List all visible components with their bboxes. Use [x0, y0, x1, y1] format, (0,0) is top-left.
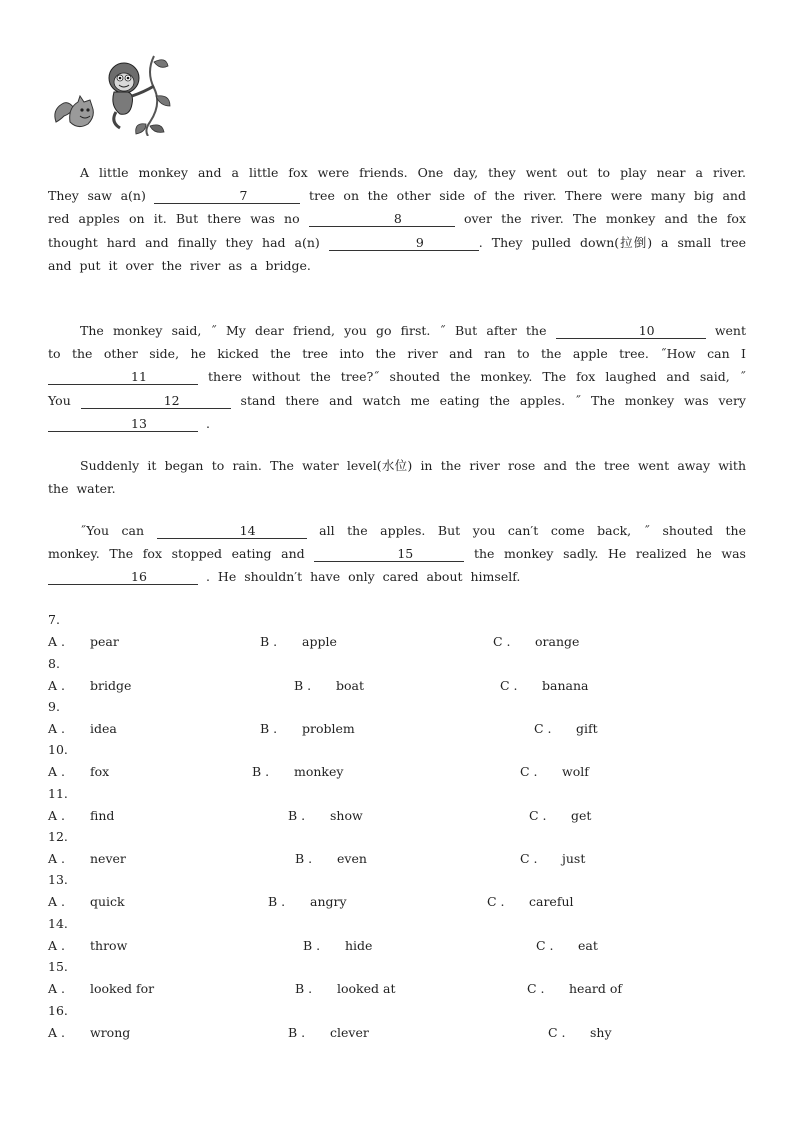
question-number: 15.	[48, 959, 68, 974]
option-b[interactable]: B . hide	[303, 938, 373, 953]
option-c[interactable]: C . careful	[487, 894, 574, 909]
blank-15[interactable]: 15	[314, 547, 464, 562]
option-c[interactable]: C . orange	[493, 634, 580, 649]
option-b[interactable]: B . clever	[288, 1025, 369, 1040]
passage-text: went to the other side, he kicked the tree into the river and ran to the apple tree. ˝How can I	[48, 323, 746, 362]
option-a[interactable]: A . pear	[48, 634, 119, 649]
option-a[interactable]: A . bridge	[48, 678, 132, 693]
option-b[interactable]: B . monkey	[252, 764, 344, 779]
blank-8[interactable]: 8	[309, 212, 455, 227]
passage-paragraph-3	[48, 454, 746, 500]
option-b[interactable]: B . even	[295, 851, 367, 866]
question-number: 10.	[48, 742, 68, 757]
option-a[interactable]: A . never	[48, 851, 126, 866]
option-a[interactable]: A . idea	[48, 721, 117, 736]
blank-12[interactable]: 12	[81, 394, 231, 409]
passage-text: over the river. The monkey and the fox thought hard and finally they had a(n)	[48, 211, 746, 250]
passage-text: The monkey said, ˝ My dear friend, you go first. ˝ But after the	[80, 323, 547, 338]
question-number: 9.	[48, 699, 60, 714]
option-b[interactable]: B . problem	[260, 721, 355, 736]
blank-16[interactable]: 16	[48, 570, 198, 585]
question-number: 12.	[48, 829, 68, 844]
passage-text: . He shouldn′t have only cared about himself.	[205, 569, 521, 585]
blank-10[interactable]: 10	[556, 324, 706, 339]
passage-text: tree on the other side of the river. There were many big and red apples on it. But there was no	[48, 188, 746, 227]
blank-9[interactable]: 9	[329, 236, 479, 251]
passage-text: all the apples. But you can′t come back, ˝ shouted the monkey. The fox stopped eating and	[48, 523, 746, 562]
blank-11[interactable]: 11	[48, 370, 198, 385]
fox-monkey-illustration	[50, 52, 180, 136]
passage-text: Suddenly it began to rain. The water level(水位) in the river rose and the tree went away with the water.	[48, 458, 746, 497]
option-c[interactable]: C . shy	[548, 1025, 612, 1040]
question-number: 13.	[48, 872, 68, 887]
option-c[interactable]: C . heard of	[527, 981, 623, 996]
monkey-icon	[109, 63, 154, 128]
option-c[interactable]: C . wolf	[520, 764, 589, 779]
option-b[interactable]: B . boat	[294, 678, 365, 693]
option-b[interactable]: B . apple	[260, 634, 337, 649]
passage-text: . They pulled down(拉倒) a small tree and put it over the river as a bridge.	[48, 234, 746, 273]
option-c[interactable]: C . gift	[534, 721, 598, 736]
question-number: 8.	[48, 656, 60, 671]
passage-text: .	[205, 415, 210, 431]
option-c[interactable]: C . just	[520, 851, 586, 866]
passage-paragraph-1	[48, 161, 746, 277]
passage-paragraph-2	[48, 319, 746, 435]
option-a[interactable]: A . throw	[48, 938, 128, 953]
blank-7[interactable]: 7	[154, 189, 300, 204]
option-c[interactable]: C . get	[529, 808, 592, 823]
option-c[interactable]: C . eat	[536, 938, 598, 953]
option-b[interactable]: B . looked at	[295, 981, 396, 996]
passage-text: the monkey sadly. He realized he was	[473, 546, 746, 562]
question-number: 14.	[48, 916, 68, 931]
option-a[interactable]: A . find	[48, 808, 115, 823]
option-a[interactable]: A . wrong	[48, 1025, 131, 1040]
question-number: 16.	[48, 1003, 68, 1018]
option-b[interactable]: B . show	[288, 808, 363, 823]
blank-14[interactable]: 14	[157, 524, 307, 539]
passage-text: stand there and watch me eating the apples. ˝ The monkey was very	[240, 392, 746, 408]
option-a[interactable]: A . fox	[48, 764, 110, 779]
question-number: 7.	[48, 612, 60, 627]
vine-icon	[136, 56, 170, 136]
blank-13[interactable]: 13	[48, 417, 198, 432]
fox-icon	[55, 96, 93, 127]
passage-text: A little monkey and a little fox were friends. One day, they went out to play near a river. They saw a(n)	[48, 165, 746, 204]
question-number: 11.	[48, 786, 68, 801]
option-c[interactable]: C . banana	[500, 678, 589, 693]
option-a[interactable]: A . quick	[48, 894, 125, 909]
passage-text: ˝You can	[80, 523, 145, 538]
passage-text: there without the tree?˝ shouted the monkey. The fox laughed and said, ˝ You	[48, 369, 746, 408]
option-b[interactable]: B . angry	[268, 894, 347, 909]
passage-paragraph-4	[48, 519, 746, 589]
option-a[interactable]: A . looked for	[48, 981, 155, 996]
